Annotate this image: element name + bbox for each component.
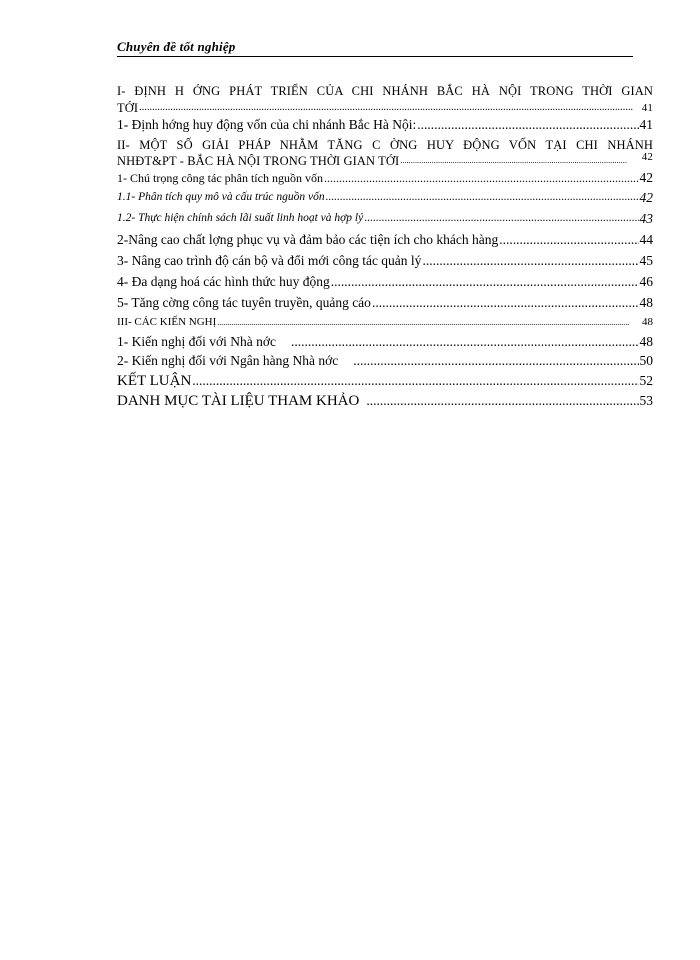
toc-leader [324,169,639,187]
toc-item-title: 3- Nâng cao trình độ cán bộ và đổi mới công tác quản lý [117,253,422,268]
page-header [117,38,633,57]
toc-item[interactable] [117,271,653,292]
toc-item[interactable] [117,351,653,371]
toc-page-number: 41 [639,117,653,132]
toc-item-title: 2- Kiến nghị đối với Ngân hàng Nhà nớc [117,353,339,368]
toc-page-number: 41 [641,102,653,114]
toc-section-3[interactable] [117,313,653,332]
toc-item[interactable] [117,169,653,187]
toc-page-number: 42 [641,153,653,163]
toc-page-number: 53 [639,393,653,408]
toc-leader [417,116,638,134]
toc-leader [422,250,638,271]
toc-item[interactable] [117,250,653,271]
toc-leader [499,229,638,250]
toc-item-title: 1.2- Thực hiện chính sách lãi suất linh hoạt và hợp lý [117,212,364,224]
toc-leader [339,351,638,371]
table-of-contents [117,83,653,411]
toc-item[interactable] [117,229,653,250]
toc-leader [360,391,638,411]
toc-section-2 [117,137,653,169]
toc-section-1 [117,83,653,116]
toc-leader [277,332,638,351]
toc-item-title: KẾT LUẬN [117,373,192,389]
toc-page-number: 48 [639,295,653,310]
toc-item-title: 5- Tăng cờng công tác tuyên truyền, quảng cáo [117,295,371,310]
toc-page-number: 48 [639,334,653,349]
toc-leader [331,271,639,292]
toc-leader [372,292,639,313]
toc-page-number: 48 [642,316,653,328]
toc-leader [217,313,629,332]
toc-page-number: 44 [639,232,653,247]
toc-page-number: 42 [639,190,653,205]
toc-item-title: 1- Chú trọng công tác phân tích nguồn vốn [117,171,323,185]
toc-item-title: 4- Đa dạng hoá các hình thức huy động [117,274,330,289]
toc-section-2-line1: II- MỘT SỐ GIẢI PHÁP NHẰM TĂNG C ỜNG HUY ĐỘNG VỐN TẠI CHI NHÁNH [117,138,653,152]
toc-leader [139,100,633,116]
toc-leader [326,187,639,208]
toc-item[interactable] [117,332,653,351]
toc-leader [192,371,638,391]
toc-item-title: 1- Kiến nghị đối với Nhà nớc [117,334,277,349]
toc-item[interactable] [117,116,653,134]
toc-item-title: 1.1- Phân tích quy mô và cấu trúc nguồn vốn [117,191,325,203]
toc-item-title: 1- Định hớng huy động vốn của chi nhánh Bắc Hà Nội: [117,117,417,132]
toc-section-title: III- CÁC KIẾN NGHỊ [117,316,217,328]
toc-page-number: 42 [639,170,653,185]
toc-item-title: DANH MỤC TÀI LIỆU THAM KHẢO [117,393,360,409]
toc-section-1-line1: I- ĐỊNH H ỚNG PHÁT TRIỂN CỦA CHI NHÁNH BẮC HÀ NỘI TRONG THỜI GIAN [117,84,653,98]
header-title: Chuyên đề tốt nghiệp [117,39,236,54]
toc-item[interactable] [117,391,653,411]
toc-page-number: 46 [639,274,653,289]
toc-item[interactable] [117,371,653,391]
toc-item[interactable] [117,292,653,313]
toc-page-number: 43 [639,211,653,226]
toc-item[interactable] [117,187,653,208]
toc-page-number: 45 [639,253,653,268]
toc-leader [364,208,638,229]
toc-page-number: 50 [639,353,653,368]
toc-item-title: 2-Nâng cao chất lợng phục vụ và đảm bảo các tiện ích cho khách hàng [117,232,499,247]
toc-item[interactable] [117,208,653,229]
toc-leader [400,153,627,169]
toc-section-2-line2: NHĐT&PT - BẮC HÀ NỘI TRONG THỜI GIAN TỚI [117,154,400,168]
toc-section-1-line2: TỚI [117,101,139,115]
toc-page-number: 52 [639,373,653,388]
